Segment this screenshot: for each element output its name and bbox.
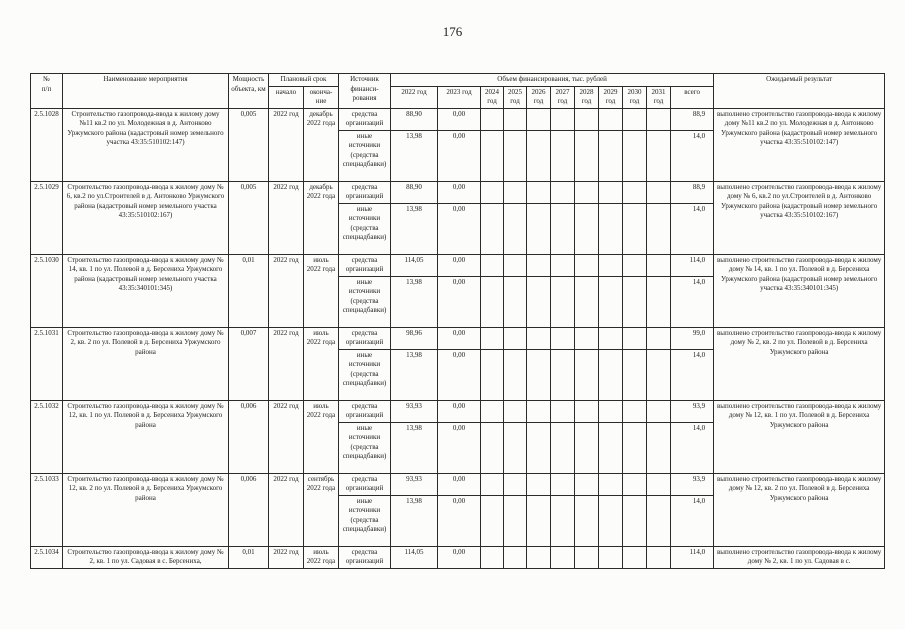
row-number-cell: 2.5.1032 bbox=[31, 400, 63, 473]
amount-2027-cell bbox=[551, 254, 575, 276]
amount-2028-cell bbox=[575, 327, 599, 349]
row-number-cell: 2.5.1028 bbox=[31, 108, 63, 181]
amount-2022-cell: 13,98 bbox=[391, 349, 438, 400]
amount-2022-cell: 98,96 bbox=[391, 327, 438, 349]
amount-2027-cell bbox=[551, 422, 575, 473]
table-row bbox=[31, 254, 885, 276]
amount-2026-cell bbox=[527, 349, 551, 400]
amount-2028-cell bbox=[575, 276, 599, 327]
amount-2026-cell bbox=[527, 130, 551, 181]
amount-total-cell: 14,0 bbox=[671, 349, 714, 400]
amount-2023-cell: 0,00 bbox=[438, 546, 481, 568]
amount-2029-cell bbox=[599, 422, 623, 473]
amount-2026-cell bbox=[527, 203, 551, 254]
start-term-cell: 2022 год bbox=[269, 181, 304, 254]
measure-name-cell: Строительство газопровода-ввода к жилому дому № 2, кв. 2 по ул. Полевой в д. Берсениха Уржумского района bbox=[63, 327, 229, 400]
amount-2023-cell: 0,00 bbox=[438, 327, 481, 349]
funding-source-cell: иные источники (средства спецнадбавки) bbox=[339, 276, 391, 327]
amount-2027-cell bbox=[551, 181, 575, 203]
table-row bbox=[31, 108, 885, 130]
amount-total-cell: 14,0 bbox=[671, 203, 714, 254]
amount-2026-cell bbox=[527, 546, 551, 568]
amount-2024-cell bbox=[481, 349, 504, 400]
end-term-cell: июль 2022 года bbox=[304, 546, 339, 568]
amount-2024-cell bbox=[481, 400, 504, 422]
page-number: 176 bbox=[442, 24, 463, 39]
funding-source-cell: иные источники (средства спецнадбавки) bbox=[339, 203, 391, 254]
amount-2027-cell bbox=[551, 473, 575, 495]
col-header-end: оконча-ние bbox=[304, 86, 339, 108]
row-number-cell: 2.5.1030 bbox=[31, 254, 63, 327]
expected-result-cell: выполнено строительство газопровода-ввода к жилому дому №11 кв.2 по ул. Молодежная в д. Антонково Уржумского района (кадастровый номер земельного участка 43:35:510102:147) bbox=[714, 108, 885, 181]
capacity-cell: 0,01 bbox=[229, 254, 269, 327]
amount-2027-cell bbox=[551, 546, 575, 568]
amount-2030-cell bbox=[623, 327, 647, 349]
amount-2031-cell bbox=[647, 473, 671, 495]
funding-source-cell: иные источники (средства спецнадбавки) bbox=[339, 349, 391, 400]
amount-2028-cell bbox=[575, 400, 599, 422]
amount-2022-cell: 93,93 bbox=[391, 473, 438, 495]
amount-2022-cell: 88,90 bbox=[391, 181, 438, 203]
amount-2027-cell bbox=[551, 276, 575, 327]
amount-2022-cell: 13,98 bbox=[391, 203, 438, 254]
table-header bbox=[31, 74, 885, 109]
amount-2031-cell bbox=[647, 181, 671, 203]
amount-2029-cell bbox=[599, 254, 623, 276]
funding-source-cell: средства организаций bbox=[339, 400, 391, 422]
amount-2030-cell bbox=[623, 254, 647, 276]
amount-2024-cell bbox=[481, 203, 504, 254]
amount-2030-cell bbox=[623, 203, 647, 254]
amount-2024-cell bbox=[481, 181, 504, 203]
start-term-cell: 2022 год bbox=[269, 400, 304, 473]
amount-2028-cell bbox=[575, 203, 599, 254]
amount-2022-cell: 13,98 bbox=[391, 495, 438, 546]
amount-2029-cell bbox=[599, 546, 623, 568]
expected-result-cell: выполнено строительство газопровода-ввода к жилому дому № 12, кв. 1 по ул. Полевой в д. Берсениха Уржумского района bbox=[714, 400, 885, 473]
amount-total-cell: 14,0 bbox=[671, 276, 714, 327]
amount-2026-cell bbox=[527, 473, 551, 495]
amount-2029-cell bbox=[599, 181, 623, 203]
col-header-number-sub: п/п bbox=[41, 84, 52, 93]
amount-2023-cell: 0,00 bbox=[438, 349, 481, 400]
end-term-cell: декабрь 2022 года bbox=[304, 108, 339, 181]
amount-2028-cell bbox=[575, 108, 599, 130]
amount-2028-cell bbox=[575, 473, 599, 495]
col-header-total: всего bbox=[671, 86, 714, 108]
col-header-term: Плановый срок bbox=[269, 74, 339, 87]
amount-2022-cell: 13,98 bbox=[391, 422, 438, 473]
capacity-cell: 0,005 bbox=[229, 181, 269, 254]
amount-2029-cell bbox=[599, 276, 623, 327]
col-header-number-label: № bbox=[43, 75, 50, 83]
amount-2030-cell bbox=[623, 276, 647, 327]
amount-2030-cell bbox=[623, 400, 647, 422]
funding-source-cell: средства организаций bbox=[339, 327, 391, 349]
amount-2029-cell bbox=[599, 400, 623, 422]
col-header-year-2024: 2024 год bbox=[481, 86, 504, 108]
amount-2023-cell: 0,00 bbox=[438, 473, 481, 495]
amount-2031-cell bbox=[647, 108, 671, 130]
end-term-cell: июль 2022 года bbox=[304, 400, 339, 473]
col-header-number bbox=[31, 74, 63, 109]
amount-2027-cell bbox=[551, 108, 575, 130]
col-header-year-2022: 2022 год bbox=[391, 86, 438, 108]
amount-total-cell: 14,0 bbox=[671, 130, 714, 181]
amount-2025-cell bbox=[504, 254, 527, 276]
col-header-year-2028: 2028 год bbox=[575, 86, 599, 108]
col-header-year-2025: 2025 год bbox=[504, 86, 527, 108]
amount-2031-cell bbox=[647, 203, 671, 254]
amount-2027-cell bbox=[551, 327, 575, 349]
expected-result-cell: выполнено строительство газопровода-ввода к жилому дому № 6, кв.2 по ул.Строителей в д. Антонково Уржумского района (кадастровый номер земельного участка 43:35:510102:167) bbox=[714, 181, 885, 254]
amount-2031-cell bbox=[647, 276, 671, 327]
amount-2026-cell bbox=[527, 495, 551, 546]
amount-2022-cell: 114,05 bbox=[391, 546, 438, 568]
table-row bbox=[31, 473, 885, 495]
amount-2031-cell bbox=[647, 546, 671, 568]
amount-2026-cell bbox=[527, 327, 551, 349]
funding-source-cell: иные источники (средства спецнадбавки) bbox=[339, 130, 391, 181]
amount-2030-cell bbox=[623, 546, 647, 568]
amount-2030-cell bbox=[623, 108, 647, 130]
funding-table bbox=[30, 73, 885, 569]
amount-2028-cell bbox=[575, 254, 599, 276]
expected-result-cell: выполнено строительство газопровода-ввода к жилому дому № 12, кв. 2 по ул. Полевой в д. Берсениха Уржумского района bbox=[714, 473, 885, 546]
amount-2022-cell: 13,98 bbox=[391, 130, 438, 181]
amount-2027-cell bbox=[551, 349, 575, 400]
amount-2025-cell bbox=[504, 400, 527, 422]
amount-2031-cell bbox=[647, 349, 671, 400]
amount-2030-cell bbox=[623, 422, 647, 473]
amount-2024-cell bbox=[481, 130, 504, 181]
measure-name-cell: Строительство газопровода-ввода к жилому дому № 2, кв. 1 по ул. Садовая в с. Берсениха, bbox=[63, 546, 229, 568]
amount-2024-cell bbox=[481, 276, 504, 327]
end-term-cell: июль 2022 года bbox=[304, 327, 339, 400]
amount-total-cell: 99,0 bbox=[671, 327, 714, 349]
funding-source-cell: средства организаций bbox=[339, 254, 391, 276]
amount-2031-cell bbox=[647, 254, 671, 276]
amount-2029-cell bbox=[599, 495, 623, 546]
amount-2025-cell bbox=[504, 276, 527, 327]
amount-2029-cell bbox=[599, 130, 623, 181]
amount-2027-cell bbox=[551, 130, 575, 181]
amount-2028-cell bbox=[575, 546, 599, 568]
start-term-cell: 2022 год bbox=[269, 108, 304, 181]
amount-2024-cell bbox=[481, 546, 504, 568]
amount-2023-cell: 0,00 bbox=[438, 254, 481, 276]
amount-2029-cell bbox=[599, 203, 623, 254]
amount-2030-cell bbox=[623, 473, 647, 495]
amount-2024-cell bbox=[481, 327, 504, 349]
amount-2025-cell bbox=[504, 349, 527, 400]
col-header-source: Источник финанси-рования bbox=[339, 74, 391, 109]
amount-total-cell: 88,9 bbox=[671, 108, 714, 130]
amount-2025-cell bbox=[504, 327, 527, 349]
col-header-year-2026: 2026 год bbox=[527, 86, 551, 108]
amount-total-cell: 14,0 bbox=[671, 495, 714, 546]
table-body bbox=[31, 108, 885, 568]
row-number-cell: 2.5.1029 bbox=[31, 181, 63, 254]
funding-source-cell: иные источники (средства спецнадбавки) bbox=[339, 495, 391, 546]
table-row bbox=[31, 327, 885, 349]
amount-2030-cell bbox=[623, 181, 647, 203]
start-term-cell: 2022 год bbox=[269, 327, 304, 400]
measure-name-cell: Строительство газопровода-ввода к жилому дому № 6, кв.2 по ул.Строителей в д. Антонково Уржумского района (кадастровый номер земельного участка 43:35:510102:167) bbox=[63, 181, 229, 254]
amount-2025-cell bbox=[504, 495, 527, 546]
amount-2022-cell: 114,05 bbox=[391, 254, 438, 276]
end-term-cell: июль 2022 года bbox=[304, 254, 339, 327]
col-header-result: Ожидаемый результат bbox=[714, 74, 885, 109]
col-header-start: начало bbox=[269, 86, 304, 108]
amount-2027-cell bbox=[551, 400, 575, 422]
capacity-cell: 0,006 bbox=[229, 473, 269, 546]
amount-2031-cell bbox=[647, 422, 671, 473]
amount-2028-cell bbox=[575, 181, 599, 203]
amount-2027-cell bbox=[551, 495, 575, 546]
amount-2023-cell: 0,00 bbox=[438, 276, 481, 327]
col-header-year-2030: 2030 год bbox=[623, 86, 647, 108]
start-term-cell: 2022 год bbox=[269, 473, 304, 546]
amount-2025-cell bbox=[504, 203, 527, 254]
amount-total-cell: 114,0 bbox=[671, 254, 714, 276]
amount-2029-cell bbox=[599, 473, 623, 495]
expected-result-cell: выполнено строительство газопровода-ввода к жилому дому № 2, кв. 2 по ул. Полевой в д. Берсениха Уржумского района bbox=[714, 327, 885, 400]
col-header-name: Наименование мероприятия bbox=[63, 74, 229, 109]
amount-2024-cell bbox=[481, 422, 504, 473]
col-header-funding: Объем финансирования, тыс. рублей bbox=[391, 74, 714, 87]
amount-2023-cell: 0,00 bbox=[438, 400, 481, 422]
amount-2031-cell bbox=[647, 495, 671, 546]
funding-source-cell: иные источники (средства спецнадбавки) bbox=[339, 422, 391, 473]
capacity-cell: 0,006 bbox=[229, 400, 269, 473]
table-row bbox=[31, 400, 885, 422]
amount-2028-cell bbox=[575, 495, 599, 546]
amount-total-cell: 114,0 bbox=[671, 546, 714, 568]
amount-2023-cell: 0,00 bbox=[438, 181, 481, 203]
measure-name-cell: Строительство газопровода-ввода к жилому дому № 14, кв. 1 по ул. Полевой в д. Берсениха Уржумского района (кадастровый номер земельного участка 43:35:340101:345) bbox=[63, 254, 229, 327]
amount-2024-cell bbox=[481, 495, 504, 546]
expected-result-cell: выполнено строительство газопровода-ввода к жилому дому № 14, кв. 1 по ул. Полевой в д. Берсениха Уржумского района (кадастровый номер земельного участка 43:35:340101:345) bbox=[714, 254, 885, 327]
amount-2031-cell bbox=[647, 130, 671, 181]
measure-name-cell: Строительство газопровода-ввода к жилому дому № 12, кв. 2 по ул. Полевой в д. Берсениха Уржумского района bbox=[63, 473, 229, 546]
start-term-cell: 2022 год bbox=[269, 546, 304, 568]
amount-2026-cell bbox=[527, 181, 551, 203]
amount-2025-cell bbox=[504, 181, 527, 203]
amount-2028-cell bbox=[575, 130, 599, 181]
table-row bbox=[31, 546, 885, 568]
amount-2023-cell: 0,00 bbox=[438, 495, 481, 546]
col-header-year-2031: 2031 год bbox=[647, 86, 671, 108]
amount-2023-cell: 0,00 bbox=[438, 108, 481, 130]
col-header-capacity: Мощность объекта, км bbox=[229, 74, 269, 109]
amount-2029-cell bbox=[599, 349, 623, 400]
amount-total-cell: 88,9 bbox=[671, 181, 714, 203]
amount-2028-cell bbox=[575, 349, 599, 400]
amount-2022-cell: 93,93 bbox=[391, 400, 438, 422]
amount-total-cell: 93,9 bbox=[671, 400, 714, 422]
col-header-year-2027: 2027 год bbox=[551, 86, 575, 108]
amount-2025-cell bbox=[504, 130, 527, 181]
row-number-cell: 2.5.1031 bbox=[31, 327, 63, 400]
amount-2023-cell: 0,00 bbox=[438, 422, 481, 473]
amount-2023-cell: 0,00 bbox=[438, 130, 481, 181]
measure-name-cell: Строительство газопровода-ввода к жилому дому №11 кв.2 по ул. Молодежная в д. Антонково Уржумского района (кадастровый номер земельного участка 43:35:510102:147) bbox=[63, 108, 229, 181]
amount-2030-cell bbox=[623, 130, 647, 181]
row-number-cell: 2.5.1033 bbox=[31, 473, 63, 546]
amount-2026-cell bbox=[527, 400, 551, 422]
row-number-cell: 2.5.1034 bbox=[31, 546, 63, 568]
amount-total-cell: 93,9 bbox=[671, 473, 714, 495]
col-header-year-2029: 2029 год bbox=[599, 86, 623, 108]
amount-2026-cell bbox=[527, 422, 551, 473]
amount-2024-cell bbox=[481, 254, 504, 276]
amount-2031-cell bbox=[647, 400, 671, 422]
funding-source-cell: средства организаций bbox=[339, 181, 391, 203]
amount-2025-cell bbox=[504, 108, 527, 130]
amount-2025-cell bbox=[504, 546, 527, 568]
amount-2029-cell bbox=[599, 327, 623, 349]
table-row bbox=[31, 181, 885, 203]
amount-2030-cell bbox=[623, 349, 647, 400]
capacity-cell: 0,01 bbox=[229, 546, 269, 568]
amount-2030-cell bbox=[623, 495, 647, 546]
amount-2026-cell bbox=[527, 108, 551, 130]
end-term-cell: сентябрь 2022 года bbox=[304, 473, 339, 546]
amount-2025-cell bbox=[504, 422, 527, 473]
amount-2029-cell bbox=[599, 108, 623, 130]
amount-2026-cell bbox=[527, 254, 551, 276]
amount-2026-cell bbox=[527, 276, 551, 327]
amount-2028-cell bbox=[575, 422, 599, 473]
capacity-cell: 0,007 bbox=[229, 327, 269, 400]
amount-2027-cell bbox=[551, 203, 575, 254]
amount-2025-cell bbox=[504, 473, 527, 495]
funding-source-cell: средства организаций bbox=[339, 108, 391, 130]
start-term-cell: 2022 год bbox=[269, 254, 304, 327]
amount-2022-cell: 13,98 bbox=[391, 276, 438, 327]
end-term-cell: декабрь 2022 года bbox=[304, 181, 339, 254]
expected-result-cell: выполнено строительство газопровода-ввода к жилому дому № 2, кв. 1 по ул. Садовая в с. bbox=[714, 546, 885, 568]
amount-2031-cell bbox=[647, 327, 671, 349]
col-header-year-2023: 2023 год bbox=[438, 86, 481, 108]
funding-source-cell: средства организаций bbox=[339, 473, 391, 495]
capacity-cell: 0,005 bbox=[229, 108, 269, 181]
amount-total-cell: 14,0 bbox=[671, 422, 714, 473]
header-row-1 bbox=[31, 74, 885, 87]
measure-name-cell: Строительство газопровода-ввода к жилому дому № 12, кв. 1 по ул. Полевой в д. Берсениха Уржумского района bbox=[63, 400, 229, 473]
amount-2023-cell: 0,00 bbox=[438, 203, 481, 254]
amount-2024-cell bbox=[481, 473, 504, 495]
funding-source-cell: средства организаций bbox=[339, 546, 391, 568]
amount-2024-cell bbox=[481, 108, 504, 130]
amount-2022-cell: 88,90 bbox=[391, 108, 438, 130]
